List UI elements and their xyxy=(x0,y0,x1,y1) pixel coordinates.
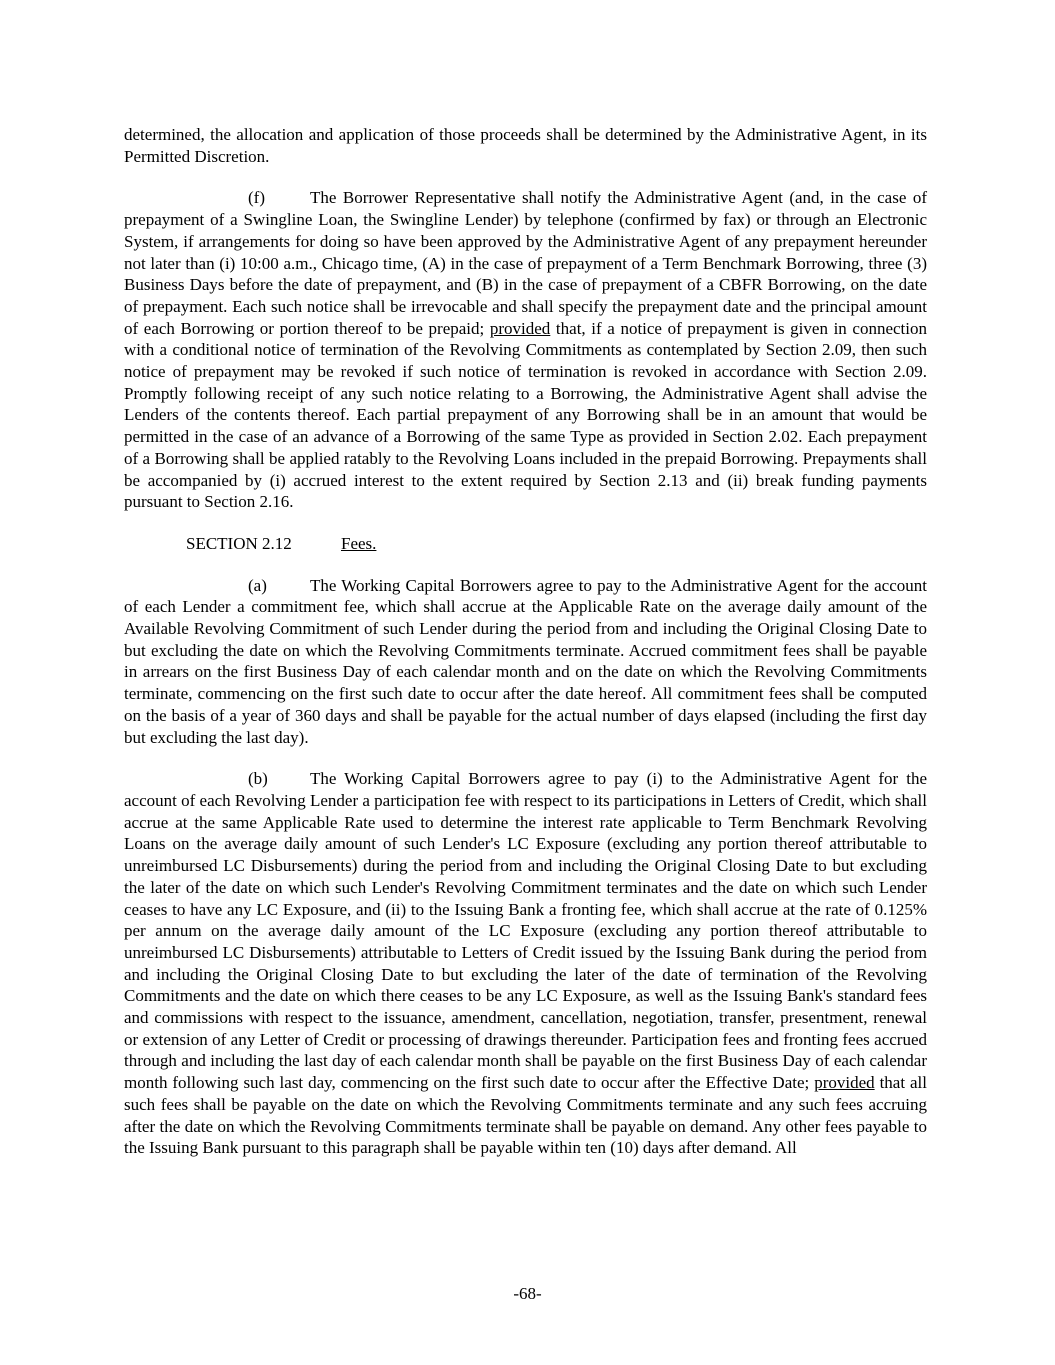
document-page xyxy=(124,124,927,1179)
page-number: -68- xyxy=(513,1284,542,1303)
paragraph-b-provided: provided xyxy=(814,1073,875,1093)
paragraph-f-marker: (f) xyxy=(248,188,265,208)
paragraph-f-provided: provided xyxy=(489,318,551,338)
paragraph-b-marker: (b) xyxy=(248,769,268,789)
paragraph-a-marker: (a) xyxy=(248,575,267,595)
paragraph-a xyxy=(124,575,927,749)
paragraph-b-text-2: that all such fees shall be payable on the date on which the Revolving Commitments terminate and any such fees accruing after the date on which the Revolving Commitments terminate shall be payable on demand. Any other fees payable to the Issuing Bank pursuant to this paragraph shall be payable within ten (10) days after demand. All xyxy=(124,1073,927,1158)
continuation-text: determined, the allocation and application of those proceeds shall be determined by the Administrative Agent, in its Permitted Discretion. xyxy=(124,125,927,166)
section-heading xyxy=(186,533,927,555)
paragraph-b xyxy=(124,768,927,1159)
section-number: SECTION 2.12 xyxy=(186,533,292,553)
paragraph-f xyxy=(124,187,927,513)
section-title: Fees. xyxy=(341,533,377,553)
paragraph-f-text-2: that, if a notice of prepayment is given in connection with a conditional notice of termination of the Revolving Commitments as contemplated by Section 2.09, then such notice of prepayment may be revoked if such notice of termination is revoked in accordance with Section 2.09. Promptly following receipt of any such notice relating to a Borrowing, the Administrative Agent shall advise the Lenders of the contents thereof. Each partial prepayment of any Borrowing shall be in an amount that would be permitted in the case of an advance of a Borrowing of the same Type as provided in Section 2.02. Each prepayment of a Borrowing shall be applied ratably to the Revolving Loans included in the prepaid Borrowing. Prepayments shall be accompanied by (i) accrued interest to the extent required by Section 2.13 and (ii) break funding payments pursuant to Section 2.16. xyxy=(124,318,927,512)
paragraph-f-text-1: The Borrower Representative shall notify the Administrative Agent (and, in the case of prepayment of a Swingline Loan, the Swingline Lender) by telephone (confirmed by fax) or through an Electronic System, if arrangements for doing so have been approved by the Administrative Agent of any prepayment hereunder not later than (i) 10:00 a.m., Chicago time, (A) in the case of prepayment of a Term Benchmark Borrowing, three (3) Business Days before the date of prepayment, and (B) in the case of prepayment of a CBFR Borrowing, on the date of prepayment. Each such notice shall be irrevocable and shall specify the prepayment date and the principal amount of each Borrowing or portion thereof to be prepaid; xyxy=(124,188,927,338)
continuation-paragraph xyxy=(124,124,927,167)
paragraph-a-text: The Working Capital Borrowers agree to pay to the Administrative Agent for the account of each Lender a commitment fee, which shall accrue at the Applicable Rate on the average daily amount of the Available Revolving Commitment of such Lender during the period from and including the Original Closing Date to but excluding the date on which the Revolving Commitments terminate. Accrued commitment fees shall be payable in arrears on the first Business Day of each calendar month and on the date on which the Revolving Commitments terminate, commencing on the first such date to occur after the date hereof. All commitment fees shall be computed on the basis of a year of 360 days and shall be payable for the actual number of days elapsed (including the first day but excluding the last day). xyxy=(124,575,927,747)
paragraph-b-text-1: The Working Capital Borrowers agree to pay (i) to the Administrative Agent for the account of each Revolving Lender a participation fee with respect to its participations in Letters of Credit, which shall accrue at the same Applicable Rate used to determine the interest rate applicable to Term Benchmark Revolving Loans on the average daily amount of such Lender's LC Exposure (excluding any portion thereof attributable to unreimbursed LC Disbursements) during the period from and including the Original Closing Date to but excluding the later of the date on which such Lender's Revolving Commitment terminates and the date on which such Lender ceases to have any LC Exposure, and (ii) to the Issuing Bank a fronting fee, which shall accrue at the rate of 0.125% per annum on the average daily amount of the LC Exposure (excluding any portion thereof attributable to unreimbursed LC Disbursements) attributable to Letters of Credit issued by the Issuing Bank during the period from and including the Original Closing Date to but excluding the later of the date of termination of the Revolving Commitments and the date on which there ceases to be any LC Exposure, as well as the Issuing Bank's standard fees and commissions with respect to the issuance, amendment, cancellation, negotiation, transfer, presentment, renewal or extension of any Letter of Credit or processing of drawings thereunder. Participation fees and fronting fees accrued through and including the last day of each calendar month shall be payable on the first Business Day of each calendar month following such last day, commencing on the first such date to occur after the Effective Date; xyxy=(124,769,927,1093)
